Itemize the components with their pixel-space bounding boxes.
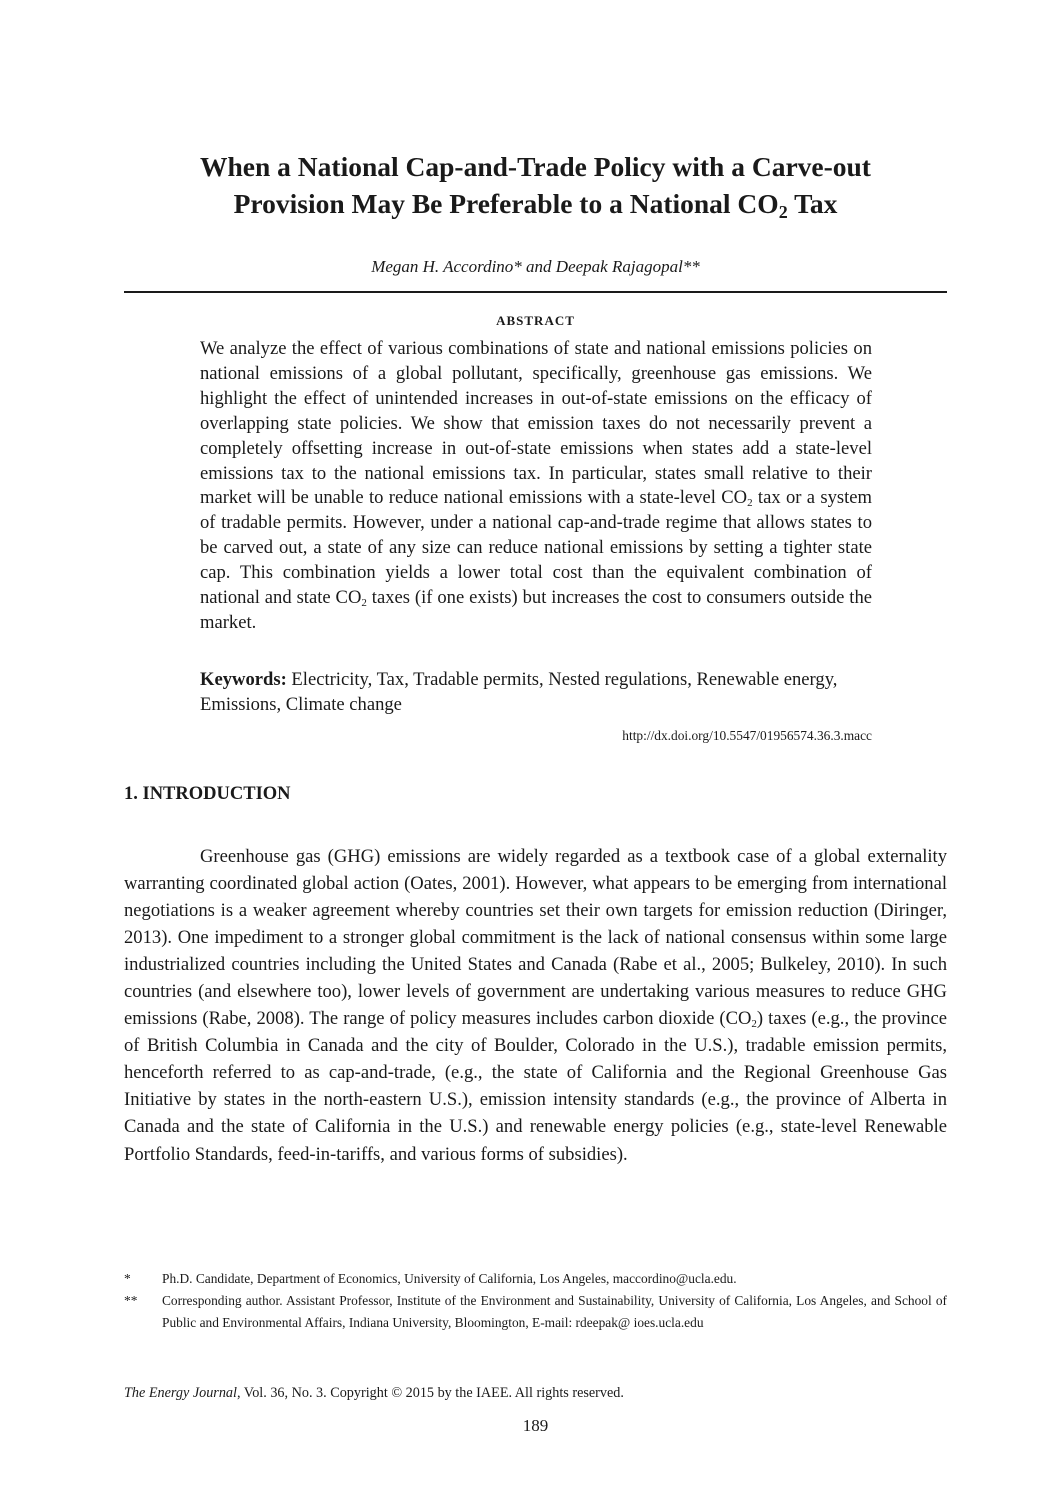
abstract-subscript-2: 2	[361, 597, 367, 610]
footnote-mark: *	[124, 1271, 131, 1286]
intro-subscript: 2	[751, 1018, 757, 1031]
journal-citation	[124, 1383, 624, 1403]
paper-title	[124, 148, 947, 222]
footnote-text: Corresponding author. Assistant Professor, Institute of the Environment and Sustainability, University of California, Los Angeles, and School of Public and Environmental Affairs, Indiana University, Bloomington, E-mail: rdeepak@ ioes.ucla.edu	[162, 1293, 947, 1330]
title-line-1: When a National Cap-and-Trade Policy with a Carve-out	[200, 151, 871, 182]
author-line: Megan H. Accordino* and Deepak Rajagopal**	[371, 257, 700, 276]
introduction-body	[124, 843, 947, 1168]
footnotes	[124, 1268, 947, 1334]
abstract-paragraph: We analyze the effect of various combinations of state and national emissions policies on national emissions of a global pollutant, specifically, greenhouse gas emissions. We highlight the effect of unintended increases in out-of-state emissions on the efficacy of overlapping state policies. We show that emission taxes do not necessarily prevent a completely offsetting increase in out-of-state emissions when states add a state-level emissions tax to the national emissions tax. In particular, states small relative to their market will be unable to reduce national emissions with a state-level $CO_2$ tax or a system of tradable permits. However, under a national cap-and-trade regime that allows states to be carved out, a state of any size can reduce national emissions by setting a tighter state cap. This combination yields a lower total cost than the equivalent combination of national and state $CO_2$ taxes (if one exists) but increases the cost to consumers outside the market.	[200, 338, 873, 633]
page-number: 189	[522, 1416, 549, 1435]
title-divider	[124, 291, 947, 293]
footnote	[124, 1268, 947, 1290]
journal-name: The Energy Journal	[124, 1385, 237, 1401]
keywords	[200, 667, 872, 717]
abstract-subscript-1: 2	[747, 497, 753, 510]
journal-details: , Vol. 36, No. 3. Copyright © 2015 by the IAEE. All rights reserved.	[236, 1385, 624, 1401]
title-subscript: 2	[778, 202, 788, 222]
footnote-text: Ph.D. Candidate, Department of Economics, University of California, Los Angeles, maccordino@ucla.edu.	[162, 1271, 737, 1286]
doi-link[interactable]: http://dx.doi.org/10.5547/01956574.36.3.macc	[622, 728, 872, 743]
keywords-list: Electricity, Tax, Tradable permits, Nested regulations, Renewable energy, Emissions, Climate change	[200, 669, 838, 715]
footnote	[124, 1290, 947, 1334]
section-heading-introduction: 1. INTRODUCTION	[124, 784, 291, 804]
abstract-body	[200, 337, 872, 636]
footnote-mark: **	[124, 1293, 138, 1308]
abstract-heading: ABSTRACT	[496, 313, 575, 328]
introduction-paragraph: Greenhouse gas (GHG) emissions are widely regarded as a textbook case of a global externality warranting coordinated global action (Oates, 2001). However, what appears to be emerging from international negotiations is a weaker agreement whereby countries set their own targets for emission reduction (Diringer, 2013). One impediment to a stronger global commitment is the lack of national consensus within some large industrialized countries including the United States and Canada (Rabe et al., 2005; Bulkeley, 2010). In such countries (and elsewhere too), lower levels of government are undertaking various measures to reduce GHG emissions (Rabe, 2008). The range of policy measures includes carbon dioxide $(CO_2)$ taxes (e.g., the province of British Columbia in Canada and the city of Boulder, Colorado in the U.S.), tradable emission permits, henceforth referred to as cap-and-trade, (e.g., the state of California and the Regional Greenhouse Gas Initiative by states in the north-eastern U.S.), emission intensity standards (e.g., the province of Alberta in Canada and the state of California in the U.S.) and renewable energy policies (e.g., state-level Renewable Portfolio Standards, feed-in-tariffs, and various forms of subsidies).	[124, 846, 947, 1165]
title-line-2: Provision May Be Preferable to a National $CO_2$ Tax	[233, 188, 838, 222]
keywords-label: Keywords:	[200, 669, 287, 690]
